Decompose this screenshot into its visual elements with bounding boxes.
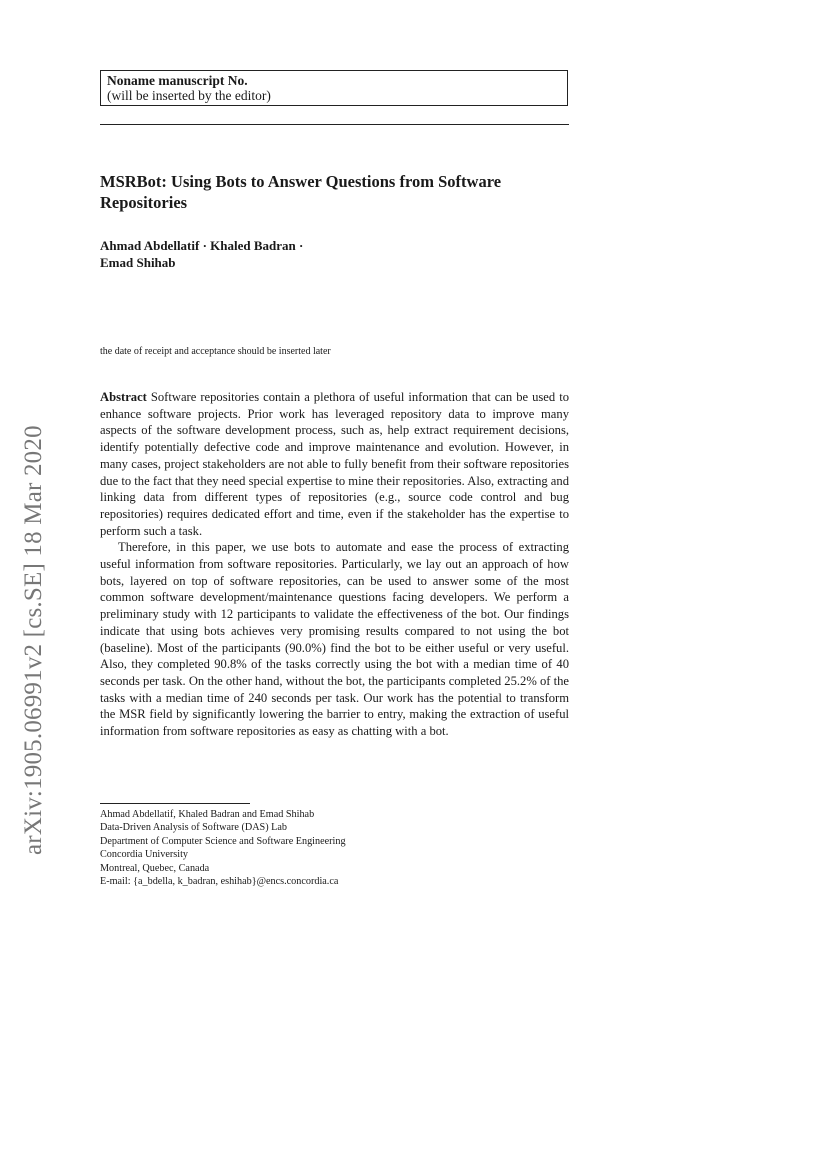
abstract (100, 389, 569, 740)
footnote-divider (100, 803, 250, 804)
title-divider (100, 124, 569, 125)
abstract-label: Abstract (100, 390, 147, 404)
author-affiliation-footnote (100, 808, 569, 888)
footnote-email: E-mail: {a_bdella, k_badran, eshihab}@encs.concordia.ca (100, 876, 339, 888)
abstract-text-1: Software repositories contain a plethora of useful information that can be used to enhance software projects. Prior work has leveraged repository data to improve many aspects of the software development process, such as, help extract requirement decisions, identify potentially defective code and improve maintenance and evolution. However, in many cases, project stakeholders are not able to fully benefit from their software repositories due to the fact that they need special expertise to mine their repositories. Also, extracting and linking data from different types of repositories (e.g., source code control and bug repositories) requires dedicated effort and time, even if the stakeholder has the expertise to perform such a task. (100, 390, 569, 538)
authors-line-1: Ahmad Abdellatif · Khaled Badran · (100, 238, 304, 253)
paper-title: MSRBot: Using Bots to Answer Questions from Software Repositories (100, 172, 502, 212)
footnote-university: Concordia University (100, 849, 188, 861)
footnote-department: Department of Computer Science and Software Engineering (100, 835, 346, 847)
abstract-paragraph-1 (100, 389, 569, 539)
manuscript-header-box (100, 70, 568, 106)
editor-note: (will be inserted by the editor) (107, 88, 271, 103)
manuscript-number: Noname manuscript No. (107, 73, 248, 88)
authors-line-2: Emad Shihab (100, 255, 176, 270)
author-list (100, 237, 500, 271)
footnote-location: Montreal, Quebec, Canada (100, 862, 210, 874)
receipt-note: the date of receipt and acceptance should be inserted later (100, 346, 331, 357)
footnote-lab: Data-Driven Analysis of Software (DAS) Lab (100, 822, 288, 834)
footnote-names: Ahmad Abdellatif, Khaled Badran and Emad Shihab (100, 809, 315, 820)
arxiv-identifier: arXiv:1905.06991v2 [cs.SE] 18 Mar 2020 (20, 425, 47, 855)
abstract-paragraph-2: Therefore, in this paper, we use bots to automate and ease the process of extracting useful information from software repositories. Particularly, we lay out an approach of how bots, layered on top of software repositories, can be used to answer some of the most common software development/maintenance questions facing developers. We perform a preliminary study with 12 participants to validate the effectiveness of the bot. Our findings indicate that using bots achieves very promising results compared to not using the bot (baseline). Most of the participants (90.0%) find the bot to be either useful or very useful. Also, they completed 90.8% of the tasks correctly using the bot with a median time of 40 seconds per task. On the other hand, without the bot, the participants completed 25.2% of the tasks with a median time of 240 seconds per task. Our work has the potential to transform the MSR field by significantly lowering the barrier to entry, making the extraction of useful information from software repositories as easy as chatting with a bot. (100, 540, 570, 739)
